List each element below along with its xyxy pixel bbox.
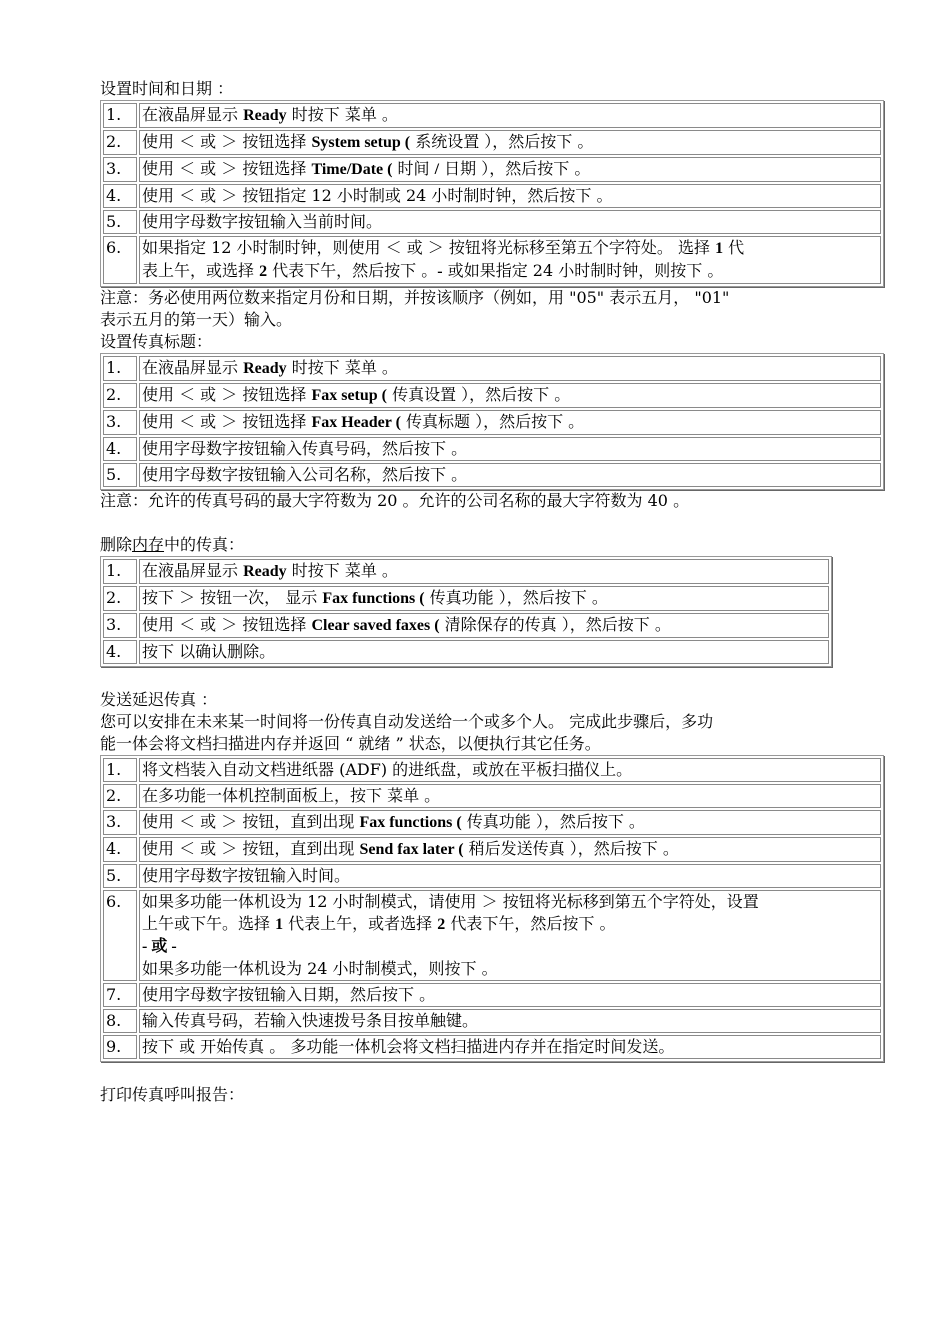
step-text: 使用 ＜ 或 ＞ 按钮选择 System setup ( 系统设置 ），然后按下 。 xyxy=(139,130,881,155)
step-number: 6. xyxy=(103,890,137,981)
step-number: 2. xyxy=(103,784,137,808)
note-time-date: 注意：务必使用两位数来指定月份和日期，并按该顺序（例如，用 "05" 表示五月， "01" 表示五月的第一天）输入。 xyxy=(100,288,730,329)
table-row xyxy=(103,157,881,182)
table-row xyxy=(103,410,881,435)
step-text: 如果多功能一体机设为 12 小时制模式，请使用 ＞ 按钮将光标移到第五个字符处，设置 上午或下午。选择 1 代表上午，或者选择 2 代表下午，然后按下 。 - 或 - 如果多功能一体机设为 24 小时制模式，则按下 。 xyxy=(139,890,881,981)
step-number: 2. xyxy=(103,130,137,155)
step-number: 2. xyxy=(103,586,137,611)
step-text: 按下 ＞ 按钮一次， 显示 Fax functions ( 传真功能 ），然后按下 。 xyxy=(139,586,829,611)
step-text: 按下 以确认删除。 xyxy=(139,640,829,664)
step-text: 在多功能一体机控制面板上，按下 菜单 。 xyxy=(139,784,881,808)
step-number: 4. xyxy=(103,184,137,208)
table-row xyxy=(103,383,881,408)
table-row xyxy=(103,236,881,284)
step-text: 按下 或 开始传真 。 多功能一体机会将文档扫描进内存并在指定时间发送。 xyxy=(139,1035,881,1059)
table-row xyxy=(103,890,881,981)
section-heading-time-date: 设置时间和日期 ： xyxy=(100,79,234,98)
step-text: 在液晶屏显示 Ready 时按下 菜单 。 xyxy=(139,103,881,128)
step-number: 1. xyxy=(103,559,137,584)
step-text: 使用 ＜ 或 ＞ 按钮选择 Clear saved faxes ( 清除保存的传真 ），然后按下 。 xyxy=(139,613,829,638)
table-row xyxy=(103,1009,881,1033)
steps-table-fax-header xyxy=(100,353,884,490)
step-number: 6. xyxy=(103,236,137,284)
step-number: 9. xyxy=(103,1035,137,1059)
step-number: 1. xyxy=(103,103,137,128)
document-page xyxy=(100,78,890,1106)
step-number: 3. xyxy=(103,410,137,435)
step-text: 将文档装入自动文档进纸器 (ADF) 的进纸盘，或放在平板扫描仪上。 xyxy=(139,758,881,782)
step-text: 使用 ＜ 或 ＞ 按钮选择 Fax setup ( 传真设置 ），然后按下 。 xyxy=(139,383,881,408)
table-row xyxy=(103,784,881,808)
table-row xyxy=(103,463,881,487)
table-row xyxy=(103,437,881,461)
step-number: 3. xyxy=(103,613,137,638)
step-text: 使用 ＜ 或 ＞ 按钮选择 Fax Header ( 传真标题 ），然后按下 。 xyxy=(139,410,881,435)
step-number: 2. xyxy=(103,383,137,408)
table-row xyxy=(103,837,881,862)
steps-table-delayed-fax xyxy=(100,755,884,1062)
table-row xyxy=(103,130,881,155)
section-heading-fax-call-report: 打印传真呼叫报告： xyxy=(100,1085,245,1104)
step-number: 3. xyxy=(103,810,137,835)
section-heading-fax-header: 设置传真标题： xyxy=(100,332,213,351)
step-number: 5. xyxy=(103,463,137,487)
table-row xyxy=(103,559,829,584)
step-number: 4. xyxy=(103,837,137,862)
step-text: 如果指定 12 小时制时钟，则使用 ＜ 或 ＞ 按钮将光标移至第五个字符处。 选择 1 代 表上午，或选择 2 代表下午，然后按下 。- 或如果指定 24 小时制时钟，则按下 。 xyxy=(139,236,881,284)
step-text: 使用 ＜ 或 ＞ 按钮选择 Time/Date ( 时间 / 日期 ），然后按下 。 xyxy=(139,157,881,182)
table-row xyxy=(103,613,829,638)
table-row xyxy=(103,864,881,888)
step-number: 5. xyxy=(103,210,137,234)
step-text: 使用字母数字按钮输入传真号码，然后按下 。 xyxy=(139,437,881,461)
intro-delayed-fax: 您可以安排在未来某一时间将一份传真自动发送给一个或多个人。 完成此步骤后，多功 能一体会将文档扫描进内存并返回 “ 就绪 ” 状态，以便执行其它任务。 xyxy=(100,712,714,753)
step-number: 3. xyxy=(103,157,137,182)
steps-table-delete-faxes xyxy=(100,556,832,667)
table-row xyxy=(103,356,881,381)
step-text: 使用 ＜ 或 ＞ 按钮指定 12 小时制或 24 小时制时钟，然后按下 。 xyxy=(139,184,881,208)
step-number: 1. xyxy=(103,758,137,782)
step-text: 使用字母数字按钮输入当前时间。 xyxy=(139,210,881,234)
table-row xyxy=(103,983,881,1007)
table-row xyxy=(103,758,881,782)
step-text: 在液晶屏显示 Ready 时按下 菜单 。 xyxy=(139,356,881,381)
table-row xyxy=(103,210,881,234)
step-number: 8. xyxy=(103,1009,137,1033)
step-text: 使用 ＜ 或 ＞ 按钮，直到出现 Send fax later ( 稍后发送传真 ），然后按下 。 xyxy=(139,837,881,862)
step-number: 5. xyxy=(103,864,137,888)
step-text: 使用字母数字按钮输入公司名称，然后按下 。 xyxy=(139,463,881,487)
table-row xyxy=(103,1035,881,1059)
step-text: 在液晶屏显示 Ready 时按下 菜单 。 xyxy=(139,559,829,584)
step-number: 4. xyxy=(103,437,137,461)
table-row xyxy=(103,103,881,128)
step-text: 使用字母数字按钮输入时间。 xyxy=(139,864,881,888)
table-row xyxy=(103,640,829,664)
step-text: 使用 ＜ 或 ＞ 按钮，直到出现 Fax functions ( 传真功能 ），然后按下 。 xyxy=(139,810,881,835)
section-heading-delayed-fax: 发送延迟传真 ： xyxy=(100,690,218,709)
table-row xyxy=(103,184,881,208)
section-heading-delete-faxes: 删除内存中的传真： xyxy=(100,535,245,554)
step-text: 使用字母数字按钮输入日期，然后按下 。 xyxy=(139,983,881,1007)
step-number: 1. xyxy=(103,356,137,381)
step-number: 7. xyxy=(103,983,137,1007)
table-row xyxy=(103,810,881,835)
table-row xyxy=(103,586,829,611)
step-text: 输入传真号码，若输入快速拨号条目按单触键。 xyxy=(139,1009,881,1033)
step-number: 4. xyxy=(103,640,137,664)
note-fax-header: 注意：允许的传真号码的最大字符数为 20 。允许的公司名称的最大字符数为 40 。 xyxy=(100,491,690,510)
steps-table-time-date xyxy=(100,100,884,287)
